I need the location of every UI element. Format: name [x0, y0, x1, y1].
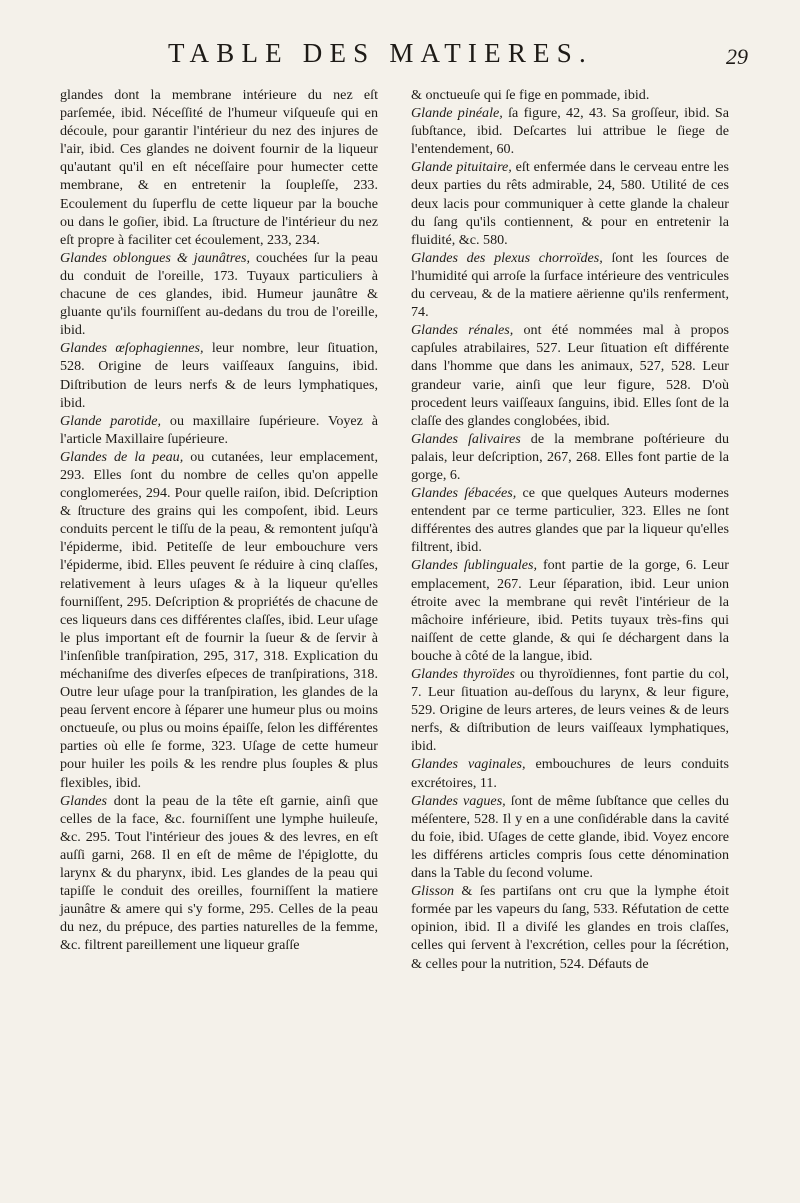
entry-headword: Glandes rénales,: [411, 322, 514, 339]
entry-headword: Glandes des plexus chorroïdes,: [411, 249, 603, 266]
entry-headword: Glandes vaginales,: [411, 756, 526, 773]
index-entry: [60, 792, 378, 955]
entry-text: eſt enfermée dans le cerveau entre les deux parties du rêts admirable, 24, 580. Utilité de ces deux lacis pour communiquer à cette glande la chaleur du ſang qu'ils contiennent, & pour en entretenir la fluidité, &c. 580.: [411, 159, 729, 248]
entry-text: glandes dont la membrane intérieure du nez eſt parſemée, ibid. Néceſſité de l'humeur viſqueuſe qui en découle, pour garantir l'intérieur du nez des injures de l'air, ibid. Ces glandes ne doivent fournir de la liqueur qu'autant qu'il en eſt néceſſaire pour humecter cette membrane, & en entretenir la ſoupleſſe, 233. Ecoulement du ſuperflu de cette liqueur par la bouche ou dans le goſier, ibid. La ſtructure de l'intérieur du nez eſt propre à faciliter cet écoulement, 233, 234.: [60, 87, 378, 248]
page-number: 29: [726, 44, 748, 69]
entry-headword: Glande parotide,: [60, 412, 162, 429]
entry-text: leur nombre, leur ſituation, 528. Origine de leurs vaiſſeaux ſanguins, ibid. Diſtribution de leurs nerfs & de leurs lymphatiques, ibid.: [60, 340, 378, 411]
index-entry: [411, 882, 729, 972]
page-header: [0, 38, 800, 74]
entry-headword: Glandes vagues,: [411, 792, 506, 809]
entry-text: embouchures de leurs conduits excrétoires, 11.: [411, 756, 729, 791]
right-column: [411, 86, 729, 973]
entry-headword: Glandes: [60, 792, 107, 809]
index-entry: [60, 249, 378, 339]
entry-text: font partie de la gorge, 6. Leur emplacement, 267. Leur ſéparation, ibid. Leur union étroite avec la membrane qui revêt l'intérieur de la mâchoire inférieure, ibid. Petits tuyaux très-fins qui naiſſent de cette glande, & qui ſe déchargent dans la bouche à côté de la langue, ibid.: [411, 557, 729, 664]
index-entry: [60, 448, 378, 792]
index-entry: [411, 556, 729, 665]
entry-text: ſont les ſources de l'humidité qui arroſe la ſurface intérieure des ventricules du cerveau, & de la matiere aërienne qu'ils renferment, 74.: [411, 249, 729, 321]
entry-text: ou thyroïdiennes, font partie du col, 7. Leur ſituation au-deſſous du larynx, & leur figure, 529. Origine de leurs arteres, de leurs veines & de leurs nerfs, & diſtribution de leurs vaiſſeaux lymphatiques, ibid.: [411, 666, 729, 755]
index-entry: [411, 484, 729, 556]
entry-text: & onctueuſe qui ſe fige en pommade, ibid.: [411, 87, 650, 103]
index-entry: [411, 792, 729, 882]
index-entry: [411, 158, 729, 248]
entry-text: ont été nommées mal à propos capſules atrabilaires, 527. Leur ſituation eſt différente dans l'homme que dans les animaux, 527, 528. Leur grandeur varie, ainſi que leur figure, 528. D'où procedent leurs vaiſſeaux ſanguins, ibid. Elles ſont de la claſſe des glandes conglobées, ibid.: [411, 322, 729, 429]
entry-headword: Glandes ſalivaires: [411, 430, 521, 447]
entry-text: couchées ſur la peau du conduit de l'oreille, 173. Tuyaux particuliers à chacune de ces glandes, ibid. Humeur jaunâtre & gluante qu'ils fourniſſent au-dedans du trou de l'oreille, ibid.: [60, 249, 378, 339]
index-entry: [60, 412, 378, 448]
running-title: TABLE DES MATIERES.: [168, 38, 593, 68]
index-entry: [60, 86, 378, 249]
entry-text: dont la peau de la tête eſt garnie, ainſi que celles de la face, &c. fourniſſent une lymphe huileuſe, &c. 295. Tout l'intérieur des joues & des levres, en eſt auſſi garni, 268. Il en eſt de même de l'épiglotte, du larynx & du pharynx, ibid. Les glandes de la peau qui tapiſſe le conduit des oreilles, fourniſſent la matiere jaunâtre & amere qui s'y forme, 295. Celles de la peau du nez, du prépuce, des parties naturelles de la femme, &c. filtrent pareillement une liqueur graſſe: [60, 792, 378, 954]
entry-headword: Glisson: [411, 883, 455, 900]
index-entry: [60, 339, 378, 411]
entry-headword: Glandes de la peau,: [60, 448, 184, 465]
index-entry: [411, 104, 729, 158]
index-entry: [411, 430, 729, 484]
index-entry: [411, 249, 729, 321]
entry-text: ſont de même ſubſtance que celles du méſentere, 528. Il y en a une conſidérable dans la cavité du foie, ibid. Uſages de cette glande, ibid. Voyez encore les différens articles compris ſous cette dénomination dans la Table du ſecond volume.: [411, 792, 729, 882]
entry-text: de la membrane poſtérieure du palais, leur deſcription, 267, 268. Elles font partie de la gorge, 6.: [411, 430, 729, 483]
index-entry: [411, 665, 729, 755]
entry-headword: Glande pinéale,: [411, 105, 503, 122]
entry-headword: Glandes thyroïdes: [411, 666, 515, 682]
entry-text: ou maxillaire ſupérieure. Voyez à l'article Maxillaire ſupérieure.: [60, 412, 378, 447]
entry-headword: Glandes oblongues & jaunâtres,: [60, 249, 251, 266]
entry-headword: Glandes œſophagiennes,: [60, 340, 204, 357]
index-entry: [411, 86, 729, 104]
entry-text: ſa figure, 42, 43. Sa groſſeur, ibid. Sa ſubſtance, ibid. Deſcartes lui attribue le ſiege de l'entendement, 60.: [411, 105, 729, 158]
entry-text: ce que quelques Auteurs modernes entendent par ce terme particulier, 323. Elles ne ſont différentes des autres glandes que par la liqueur qu'elles filtrent, ibid.: [411, 485, 729, 556]
index-entry: [411, 321, 729, 430]
index-entry: [411, 755, 729, 791]
left-column: [60, 86, 378, 955]
entry-headword: Glandes ſublinguales,: [411, 557, 538, 574]
entry-text: & ſes partiſans ont cru que la lymphe étoit formée par les vapeurs du ſang, 533. Réfutation de cette opinion, ibid. Il a diviſé les glandes en trois claſſes, celles qui ſervent à l'excrétion, celles pour la ſécrétion, & celles pour la nutrition, 524. Défauts de: [411, 883, 729, 972]
entry-headword: Glandes ſébacées,: [411, 485, 517, 502]
entry-text: ou cutanées, leur emplacement, 293. Elles ſont du nombre de celles qu'on appelle conglomerées, 294. Pour quelle raiſon, ibid. Deſcription & ſtructure des grains qui les compoſent, ibid. Leurs conduits percent le tiſſu de la peau, & remontent juſqu'à l'épiderme, ibid. Petiteſſe de leur embouchure vers l'épiderme, ibid. Elles peuvent ſe réduire à cinq claſſes, relativement à leurs uſages & à la liqueur qu'elles fourniſſent, 295. Deſcription & propriétés de chacune de ces liqueurs dans ces différentes claſſes, ibid. Leur uſage le plus important eſt de fournir la ſueur & de ſervir à l'inſenſible tranſpiration, 295, 317, 318. Explication du méchaniſme des diverſes eſpeces de tranſpirations, 318. Outre leur uſage pour la tranſpiration, les glandes de la peau ſervent encore à ſéparer une humeur plus ou moins onctueuſe, ou plus ou moins épaiſſe, ſelon les différentes parties où elle ſe forme, 323. Uſage de cette humeur pour huiler les poils & les rendre plus ſouples & plus flexibles, ibid.: [60, 448, 378, 791]
entry-headword: Glande pituitaire,: [411, 159, 512, 176]
